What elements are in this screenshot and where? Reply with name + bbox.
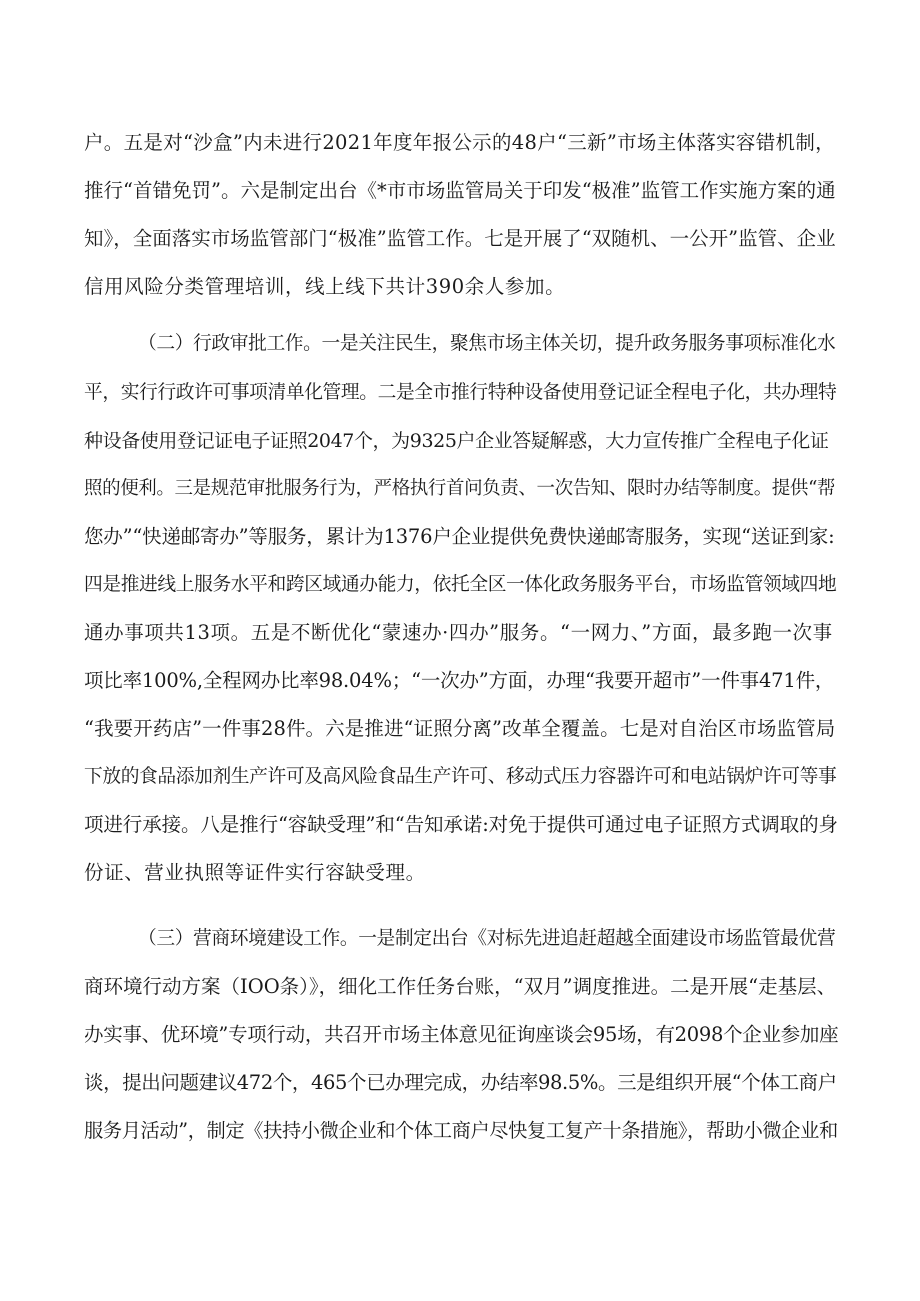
paragraph-line: 户。五是对“沙盒”内未进行2021年度年报公示的48户“三新”市场主体落实容错机制， [84, 131, 835, 154]
paragraph-line: 种设备使用登记证电子证照2047个，为9325户企业答疑解惑，大力宣传推广全程电子化证 [84, 430, 829, 452]
paragraph-line: 服务月活动”，制定《扶持小微企业和个体工商户尽快复工复产十条措施》，帮助小微企业和 [84, 1119, 838, 1142]
paragraph-line: 平，实行行政许可事项清单化管理。二是全市推行特种设备使用登记证全程电子化，共办理特 [84, 382, 837, 403]
paragraph-line: 办实事、优环境”专项行动，共召开市场主体意见征询座谈会95场，有2098个企业参加座 [84, 1023, 839, 1046]
paragraph-line: 通办事项共13项。五是不断优化“蒙速办·四办”服务。“一网力、”方面，最多跑一次事 [84, 621, 833, 644]
paragraph-line: 推行“首错免罚”。六是制定出台《*市市场监管局关于印发“极准”监管工作实施方案的通 [84, 179, 836, 202]
section-heading-line: （三）营商环境建设工作。一是制定出台《对标先进追赶超越全面建设市场监管最优营 [138, 928, 836, 949]
paragraph-line: 四是推进线上服务水平和跨区域通办能力，依托全区一体化政务服务平台，市场监管领域四地 [84, 574, 837, 595]
paragraph-line: 信用风险分类管理培训，线上线下共计390余人参加。 [84, 275, 566, 298]
paragraph-line: 谈，提出问题建议472个，465个已办理完成，办结率98.5%。三是组织开展“个体工商户 [84, 1071, 837, 1094]
paragraph-line: 照的便利。三是规范审批服务行为，严格执行首问负责、一次告知、限时办结等制度。提供“帮 [84, 478, 836, 499]
paragraph-line: 商环境行动方案（IOO条）》，细化工作任务台账，“双月”调度推进。二是开展“走基层、 [84, 975, 837, 998]
paragraph-line: “我要开药店”一件事28件。六是推进“证照分离”改革全覆盖。七是对自治区市场监管局 [84, 717, 836, 740]
paragraph-line: 您办”“快递邮寄办”等服务，累计为1376户企业提供免费快递邮寄服务，实现“送证到家: [84, 525, 835, 548]
paragraph-line: 份证、营业执照等证件实行容缺受理。 [84, 861, 426, 884]
paragraph-line: 下放的食品添加剂生产许可及高风险食品生产许可、移动式压力容器许可和电站锅炉许可等事 [84, 766, 837, 787]
paragraph-line: 项比率100%,全程网办比率98.04%；“一次办”方面，办理“我要开超市”一件事471件， [84, 669, 835, 692]
section-heading-line: （二）行政审批工作。一是关注民生，聚焦市场主体关切，提升政务服务事项标准化水 [138, 333, 836, 354]
paragraph-line: 项进行承接。八是推行“容缺受理”和“告知承诺:对免于提供可通过电子证照方式调取的身 [84, 813, 838, 836]
paragraph-line: 知》，全面落实市场监管部门“极准”监管工作。七是开展了“双随机、一公开”监管、企业 [84, 227, 836, 250]
